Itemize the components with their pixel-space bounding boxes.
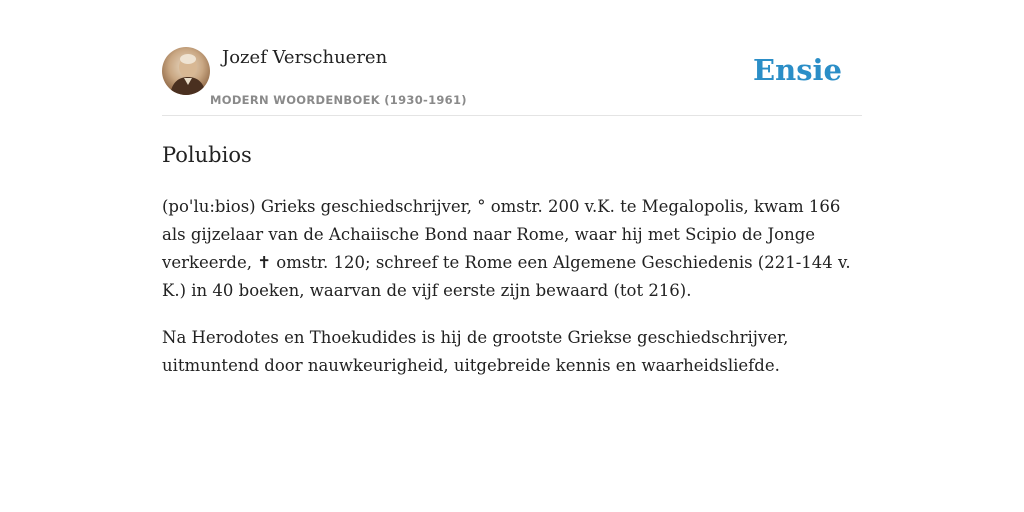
entry-title: Polubios <box>162 143 252 167</box>
entry-paragraph: (po'lu:bios) Grieks geschiedschrijver, ° omstr. 200 v.K. te Megalopolis, kwam 166 als gijzelaar van de Achaiische Bond naar Rome, waar hij met Scipio de Jonge verkeerde, ✝ omstr. 120; schreef te Rome een Algemene Geschiedenis (221-144 v. K.) in 40 boeken, waarvan de vijf eerste zijn bewaard (tot 216). <box>162 197 851 300</box>
card-header <box>162 44 862 116</box>
author-portrait-icon <box>162 47 210 95</box>
brand-logo[interactable]: Ensie <box>753 53 842 87</box>
author-avatar[interactable] <box>162 47 210 95</box>
source-label[interactable]: MODERN WOORDENBOEK (1930-1961) <box>210 93 467 107</box>
definition-card <box>162 44 862 380</box>
author-name[interactable]: Jozef Verschueren <box>222 47 388 68</box>
entry-paragraph: Na Herodotes en Thoekudides is hij de grootste Griekse geschiedschrijver, uitmuntend door nauwkeurigheid, uitgebreide kennis en waarheidsliefde. <box>162 328 789 375</box>
